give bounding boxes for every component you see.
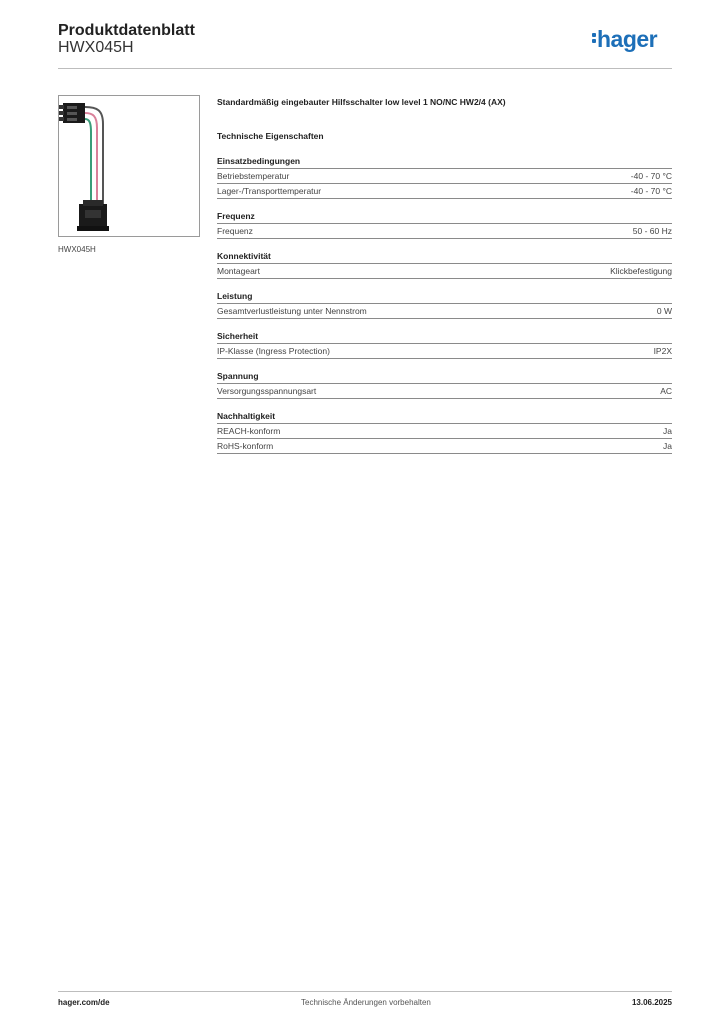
spec-value: Ja [663, 426, 672, 436]
spec-label: IP-Klasse (Ingress Protection) [217, 346, 330, 356]
spec-value: 0 W [656, 306, 672, 316]
spec-section [217, 370, 672, 399]
spec-value: Ja [663, 441, 672, 451]
spec-sections [217, 155, 672, 454]
product-code: HWX045H [58, 39, 134, 56]
auxiliary-switch-icon [59, 96, 199, 236]
spec-row [217, 224, 672, 239]
spec-row [217, 344, 672, 359]
section-title: Einsatzbedingungen [217, 155, 672, 169]
spec-section [217, 410, 672, 454]
spec-label: Gesamtverlustleistung unter Nennstrom [217, 306, 367, 316]
footer-website: hager.com/de [58, 998, 110, 1007]
spec-row [217, 384, 672, 399]
spec-section [217, 155, 672, 199]
spec-content [217, 96, 672, 454]
footer-date: 13.06.2025 [631, 998, 672, 1007]
spec-value: Klickbefestigung [610, 266, 672, 276]
spec-value: 50 - 60 Hz [632, 226, 672, 236]
section-title: Sicherheit [217, 330, 672, 344]
spec-value: -40 - 70 °C [630, 186, 672, 196]
spec-section [217, 290, 672, 319]
spec-row [217, 304, 672, 319]
spec-row [217, 424, 672, 439]
spec-value: IP2X [653, 346, 672, 356]
spec-section [217, 330, 672, 359]
hager-logo: hager [592, 26, 657, 53]
logo-dots-icon [592, 31, 596, 45]
product-title: Standardmäßig eingebauter Hilfsschalter low level 1 NO/NC HW2/4 (AX) [217, 97, 506, 107]
spec-row [217, 169, 672, 184]
spec-label: Versorgungsspannungsart [217, 386, 317, 396]
spec-value: -40 - 70 °C [630, 171, 672, 181]
image-caption: HWX045H [58, 245, 96, 254]
spec-label: Montageart [217, 266, 260, 276]
spec-section [217, 250, 672, 279]
footer-notice: Technische Änderungen vorbehalten [301, 998, 431, 1007]
spec-label: Frequenz [217, 226, 253, 236]
spec-label: Betriebstemperatur [217, 171, 290, 181]
section-title: Leistung [217, 290, 672, 304]
spec-label: Lager-/Transporttemperatur [217, 186, 322, 196]
section-title: Frequenz [217, 210, 672, 224]
spec-value: AC [660, 386, 672, 396]
product-image [58, 95, 200, 237]
tech-heading: Technische Eigenschaften [217, 131, 324, 141]
spec-label: RoHS-konform [217, 441, 274, 451]
spec-row [217, 439, 672, 454]
header-divider [58, 68, 672, 69]
section-title: Spannung [217, 370, 672, 384]
spec-label: REACH-konform [217, 426, 281, 436]
page-title: Produktdatenblatt [58, 22, 195, 39]
section-title: Konnektivität [217, 250, 672, 264]
spec-row [217, 184, 672, 199]
footer-divider [58, 991, 672, 992]
spec-row [217, 264, 672, 279]
spec-section [217, 210, 672, 239]
section-title: Nachhaltigkeit [217, 410, 672, 424]
